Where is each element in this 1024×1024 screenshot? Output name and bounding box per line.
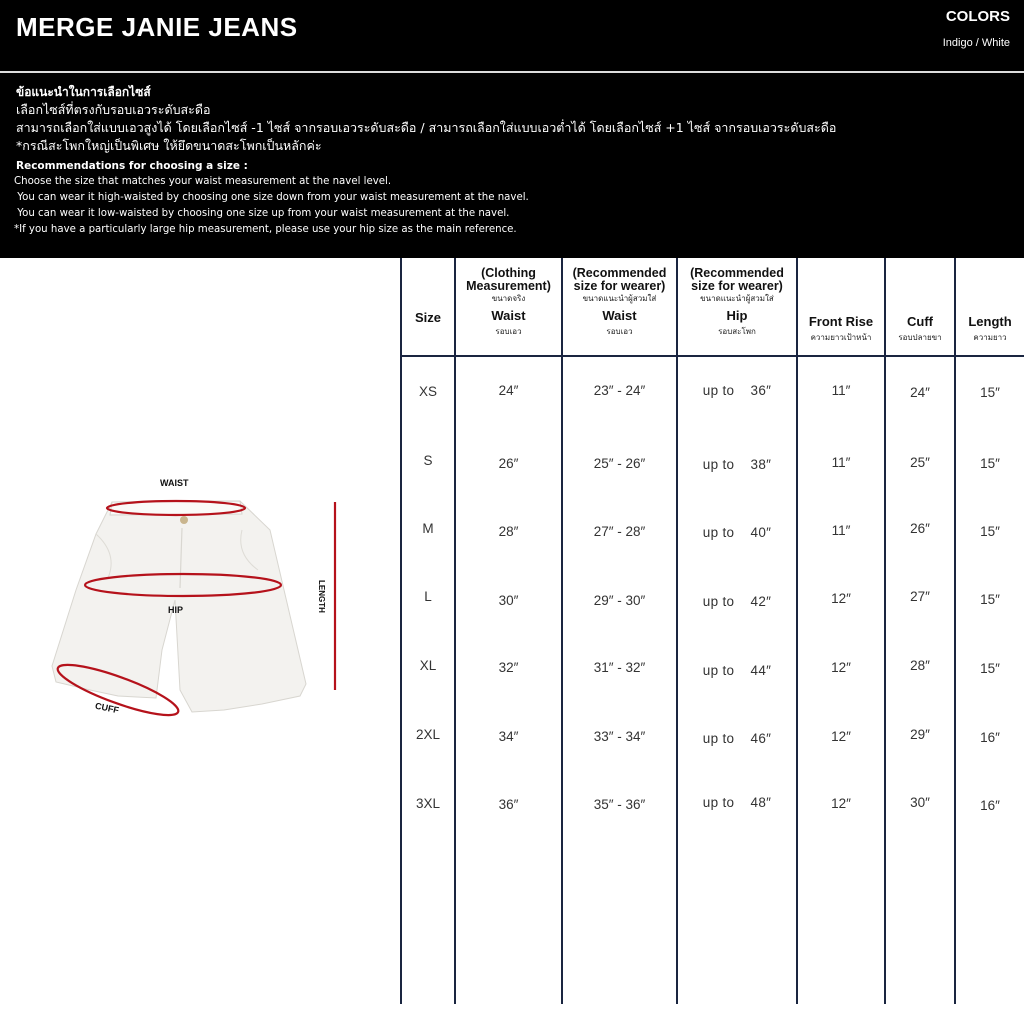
cell-front-rise: 12″ xyxy=(831,591,851,606)
header-main: Waist xyxy=(491,308,526,323)
cell-size: XL xyxy=(419,658,437,673)
cell-waist: 24″ xyxy=(498,383,519,398)
header-sub: ความยาว xyxy=(973,333,1007,342)
header-thai: ขนาดแนะนำผู้สวมใส่ xyxy=(582,294,657,303)
header-size: Size xyxy=(414,310,441,325)
header-main: Hip xyxy=(726,308,748,323)
header-sub: รอบเอว xyxy=(606,327,633,336)
cell-recommended-waist: 35″ - 36″ xyxy=(593,797,646,812)
column-size xyxy=(402,260,454,1020)
cell-recommended-waist: 31″ - 32″ xyxy=(593,660,646,675)
cuff-label: CUFF xyxy=(94,700,120,716)
cell-cuff: 26″ xyxy=(910,521,930,536)
cell-length: 15″ xyxy=(980,456,1000,471)
cell-cuff: 24″ xyxy=(910,385,930,400)
length-label: LENGTH xyxy=(317,580,326,613)
column-clothing-waist xyxy=(456,260,561,1020)
cell-waist: 30″ xyxy=(498,593,519,608)
size-advice xyxy=(16,84,1014,238)
cell-size: M xyxy=(422,521,434,536)
cell-recommended-waist: 25″ - 26″ xyxy=(593,456,646,471)
cell-size: XS xyxy=(418,384,437,399)
column-header xyxy=(563,267,676,339)
header-line: (Recommended xyxy=(572,266,667,280)
cell-waist: 26″ xyxy=(498,456,519,471)
cell-length: 15″ xyxy=(980,385,1000,400)
cell-recommended-hip: up to 38″ xyxy=(702,457,772,472)
header-main: Waist xyxy=(602,308,637,323)
cell-recommended-waist: 33″ - 34″ xyxy=(593,729,646,744)
waist-label: WAIST xyxy=(160,478,189,488)
cell-recommended-hip: up to 48″ xyxy=(702,795,772,810)
cell-front-rise: 12″ xyxy=(831,729,851,744)
header-sub: รอบปลายขา xyxy=(898,333,942,342)
header-line: size for wearer) xyxy=(691,279,783,293)
cell-size: L xyxy=(424,589,432,604)
cell-size: 2XL xyxy=(415,727,441,742)
advice-line-en: You can wear it low-waisted by choosing one size up from your waist measurement at the navel. xyxy=(14,208,510,219)
cell-cuff: 27″ xyxy=(910,589,930,604)
column-header xyxy=(456,267,561,339)
header-line: (Clothing xyxy=(481,266,536,280)
column-header xyxy=(886,313,954,345)
header-line: Measurement) xyxy=(466,279,551,293)
advice-title-en: Recommendations for choosing a size : xyxy=(16,160,248,172)
advice-line-en: *If you have a particularly large hip measurement, please use your hip size as the main reference. xyxy=(14,224,517,235)
brand-title: MERGE JANIE JEANS xyxy=(16,12,298,42)
cell-waist: 28″ xyxy=(498,524,519,539)
cell-front-rise: 11″ xyxy=(831,523,851,538)
cell-recommended-hip: up to 42″ xyxy=(702,594,772,609)
shorts-illustration xyxy=(0,470,400,730)
cell-cuff: 28″ xyxy=(910,658,930,673)
cell-waist: 34″ xyxy=(498,729,519,744)
advice-line-en: You can wear it high-waisted by choosing one size down from your waist measurement at the navel. xyxy=(14,192,529,203)
cell-length: 15″ xyxy=(980,524,1000,539)
column-header xyxy=(678,267,796,339)
header-thai: ขนาดจริง xyxy=(491,294,526,303)
cell-waist: 36″ xyxy=(498,797,519,812)
cell-length: 16″ xyxy=(980,798,1000,813)
cell-front-rise: 11″ xyxy=(831,455,851,470)
colors-value: Indigo / White xyxy=(942,37,1010,49)
cell-front-rise: 12″ xyxy=(831,660,851,675)
advice-line-en: Choose the size that matches your waist measurement at the navel level. xyxy=(14,176,392,187)
shorts-diagram xyxy=(0,470,400,730)
cell-length: 15″ xyxy=(980,661,1000,676)
header-sub: ความยาวเป้าหน้า xyxy=(810,333,872,342)
cell-front-rise: 11″ xyxy=(831,383,851,398)
column-recommended-waist xyxy=(563,260,676,1020)
column-length xyxy=(956,260,1024,1020)
column-cuff xyxy=(886,260,954,1020)
cell-recommended-waist: 23″ - 24″ xyxy=(593,383,646,398)
header-line: size for wearer) xyxy=(573,279,666,293)
header-line: (Recommended xyxy=(690,266,784,280)
column-header xyxy=(956,313,1024,345)
header-divider xyxy=(0,71,1024,73)
column-recommended-hip xyxy=(678,260,796,1020)
cell-length: 16″ xyxy=(980,730,1000,745)
header-main: Length xyxy=(968,314,1012,329)
header-main: Cuff xyxy=(907,314,933,329)
cell-waist: 32″ xyxy=(498,660,519,675)
header-sub: รอบเอว xyxy=(495,327,522,336)
cell-recommended-hip: up to 44″ xyxy=(702,663,772,678)
header-thai: ขนาดแนะนำผู้สวมใส่ xyxy=(700,294,774,303)
hip-label: HIP xyxy=(168,605,184,615)
cell-recommended-waist: 27″ - 28″ xyxy=(593,524,646,539)
advice-line-th: เลือกไซส์ที่ตรงกับรอบเอวระดับสะดือ xyxy=(16,102,211,117)
cell-recommended-waist: 29″ - 30″ xyxy=(593,593,646,608)
advice-line-th: สามารถเลือกใส่แบบเอวสูงได้ โดยเลือกไซส์ -1 ไซส์ จากรอบเอวระดับสะดือ / สามารถเลือกใส่แบบเอวต่ำได้ โดยเลือกไซส์ +1 ไซส์ จากรอบเอวระดับสะดือ xyxy=(16,120,837,135)
header-sub: รอบสะโพก xyxy=(718,327,756,336)
cell-cuff: 29″ xyxy=(910,727,930,742)
cell-size: S xyxy=(423,453,433,468)
header-banner xyxy=(0,0,1024,258)
cell-cuff: 30″ xyxy=(910,795,930,810)
column-front-rise xyxy=(798,260,884,1020)
column-header xyxy=(402,309,454,327)
colors-title: COLORS xyxy=(945,8,1010,25)
cell-recommended-hip: up to 46″ xyxy=(702,731,772,746)
advice-line-th: *กรณีสะโพกใหญ่เป็นพิเศษ ให้ยึดขนาดสะโพกเป็นหลักค่ะ xyxy=(16,138,322,153)
cell-recommended-hip: up to 40″ xyxy=(702,525,772,540)
cell-front-rise: 12″ xyxy=(831,796,851,811)
header-main: Front Rise xyxy=(808,314,874,329)
advice-title-th: ข้อแนะนำในการเลือกไซส์ xyxy=(16,85,151,99)
cell-length: 15″ xyxy=(980,592,1000,607)
column-header xyxy=(798,313,884,345)
cell-size: 3XL xyxy=(415,796,441,811)
cell-cuff: 25″ xyxy=(910,455,930,470)
cell-recommended-hip: up to 36″ xyxy=(702,383,772,398)
